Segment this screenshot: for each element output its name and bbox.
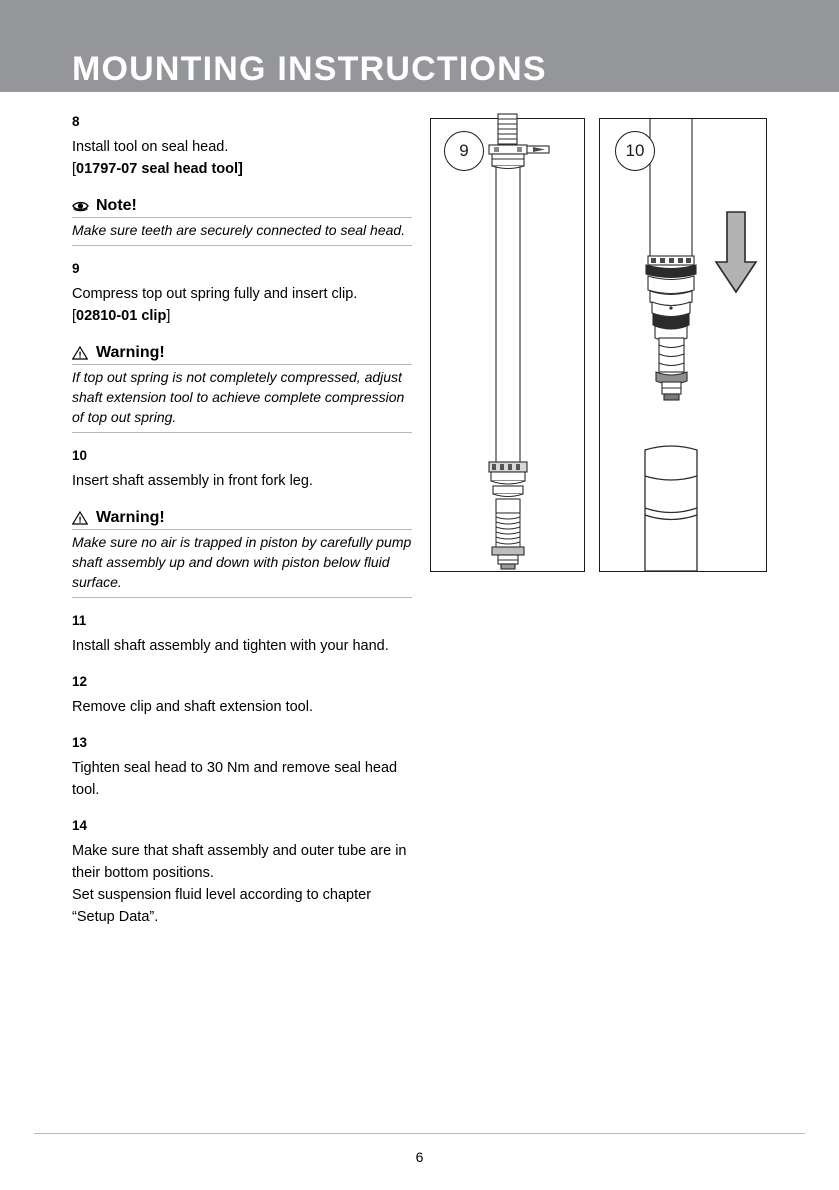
step-part-number: 02810-01 clip — [76, 308, 167, 324]
step-text: Remove clip and shaft extension tool. — [72, 699, 313, 715]
warning-callout-header — [72, 343, 412, 365]
note-callout-title: Note! — [96, 197, 137, 214]
page-header-band — [0, 0, 839, 92]
instruction-steps-column — [72, 113, 412, 944]
step-number: 8 — [72, 114, 80, 129]
warning-triangle-icon — [72, 346, 89, 361]
step-block-14 — [72, 817, 412, 928]
step-text: Tighten seal head to 30 Nm and remove seal head tool. — [72, 760, 398, 798]
warning-callout-1 — [72, 343, 412, 433]
step-part-bracket-close: ] — [166, 308, 171, 324]
step-text — [72, 283, 412, 327]
step-line: Compress top out spring fully and insert clip. — [72, 286, 358, 302]
step-number: 13 — [72, 735, 88, 750]
note-callout-header — [72, 196, 412, 218]
step-text — [72, 840, 412, 928]
step-block-11 — [72, 612, 412, 657]
figure-panel-9 — [430, 118, 585, 572]
step-block-8 — [72, 113, 412, 180]
step-number: 11 — [72, 613, 87, 628]
figure-panel-10 — [599, 118, 767, 572]
step-number: 14 — [72, 818, 88, 833]
step-block-10 — [72, 447, 412, 492]
step-line: Make sure that shaft assembly and outer tube are in their bottom positions. — [72, 843, 407, 881]
footer-divider — [34, 1133, 805, 1134]
warning-callout-title: Warning! — [96, 509, 165, 526]
step-text: Insert shaft assembly in front fork leg. — [72, 473, 313, 489]
step-line: Set suspension fluid level according to chapter “Setup Data”. — [72, 887, 372, 925]
page-number: 6 — [415, 1149, 424, 1165]
step-block-13 — [72, 734, 412, 801]
note-callout — [72, 196, 412, 246]
step-line: Install tool on seal head. — [72, 139, 229, 155]
step-text — [72, 136, 412, 180]
step-part-number: 01797-07 seal head tool] — [76, 161, 243, 177]
note-callout-body: Make sure teeth are securely connected to seal head. — [72, 220, 412, 246]
step-part-bracket-open: [ — [72, 161, 77, 177]
page-title: MOUNTING INSTRUCTIONS — [72, 50, 547, 88]
step-block-12 — [72, 673, 412, 718]
step-number: 10 — [72, 448, 88, 463]
step-block-9 — [72, 260, 412, 327]
step-part-bracket-open: [ — [72, 308, 77, 324]
eye-icon — [72, 199, 89, 214]
step-number: 9 — [72, 261, 80, 276]
step-number: 12 — [72, 674, 88, 689]
figure-callout-number-9: 9 — [444, 131, 484, 171]
warning-callout-2 — [72, 508, 412, 598]
warning-triangle-icon — [72, 511, 89, 526]
warning-callout-title: Warning! — [96, 344, 165, 361]
warning-callout-body: If top out spring is not completely compressed, adjust shaft extension tool to achieve complete compression of top out spring. — [72, 367, 412, 433]
figure-callout-number-10: 10 — [615, 131, 655, 171]
step-text: Install shaft assembly and tighten with your hand. — [72, 638, 389, 654]
warning-callout-header — [72, 508, 412, 530]
warning-callout-body: Make sure no air is trapped in piston by carefully pump shaft assembly up and down with piston below fluid surface. — [72, 532, 412, 598]
